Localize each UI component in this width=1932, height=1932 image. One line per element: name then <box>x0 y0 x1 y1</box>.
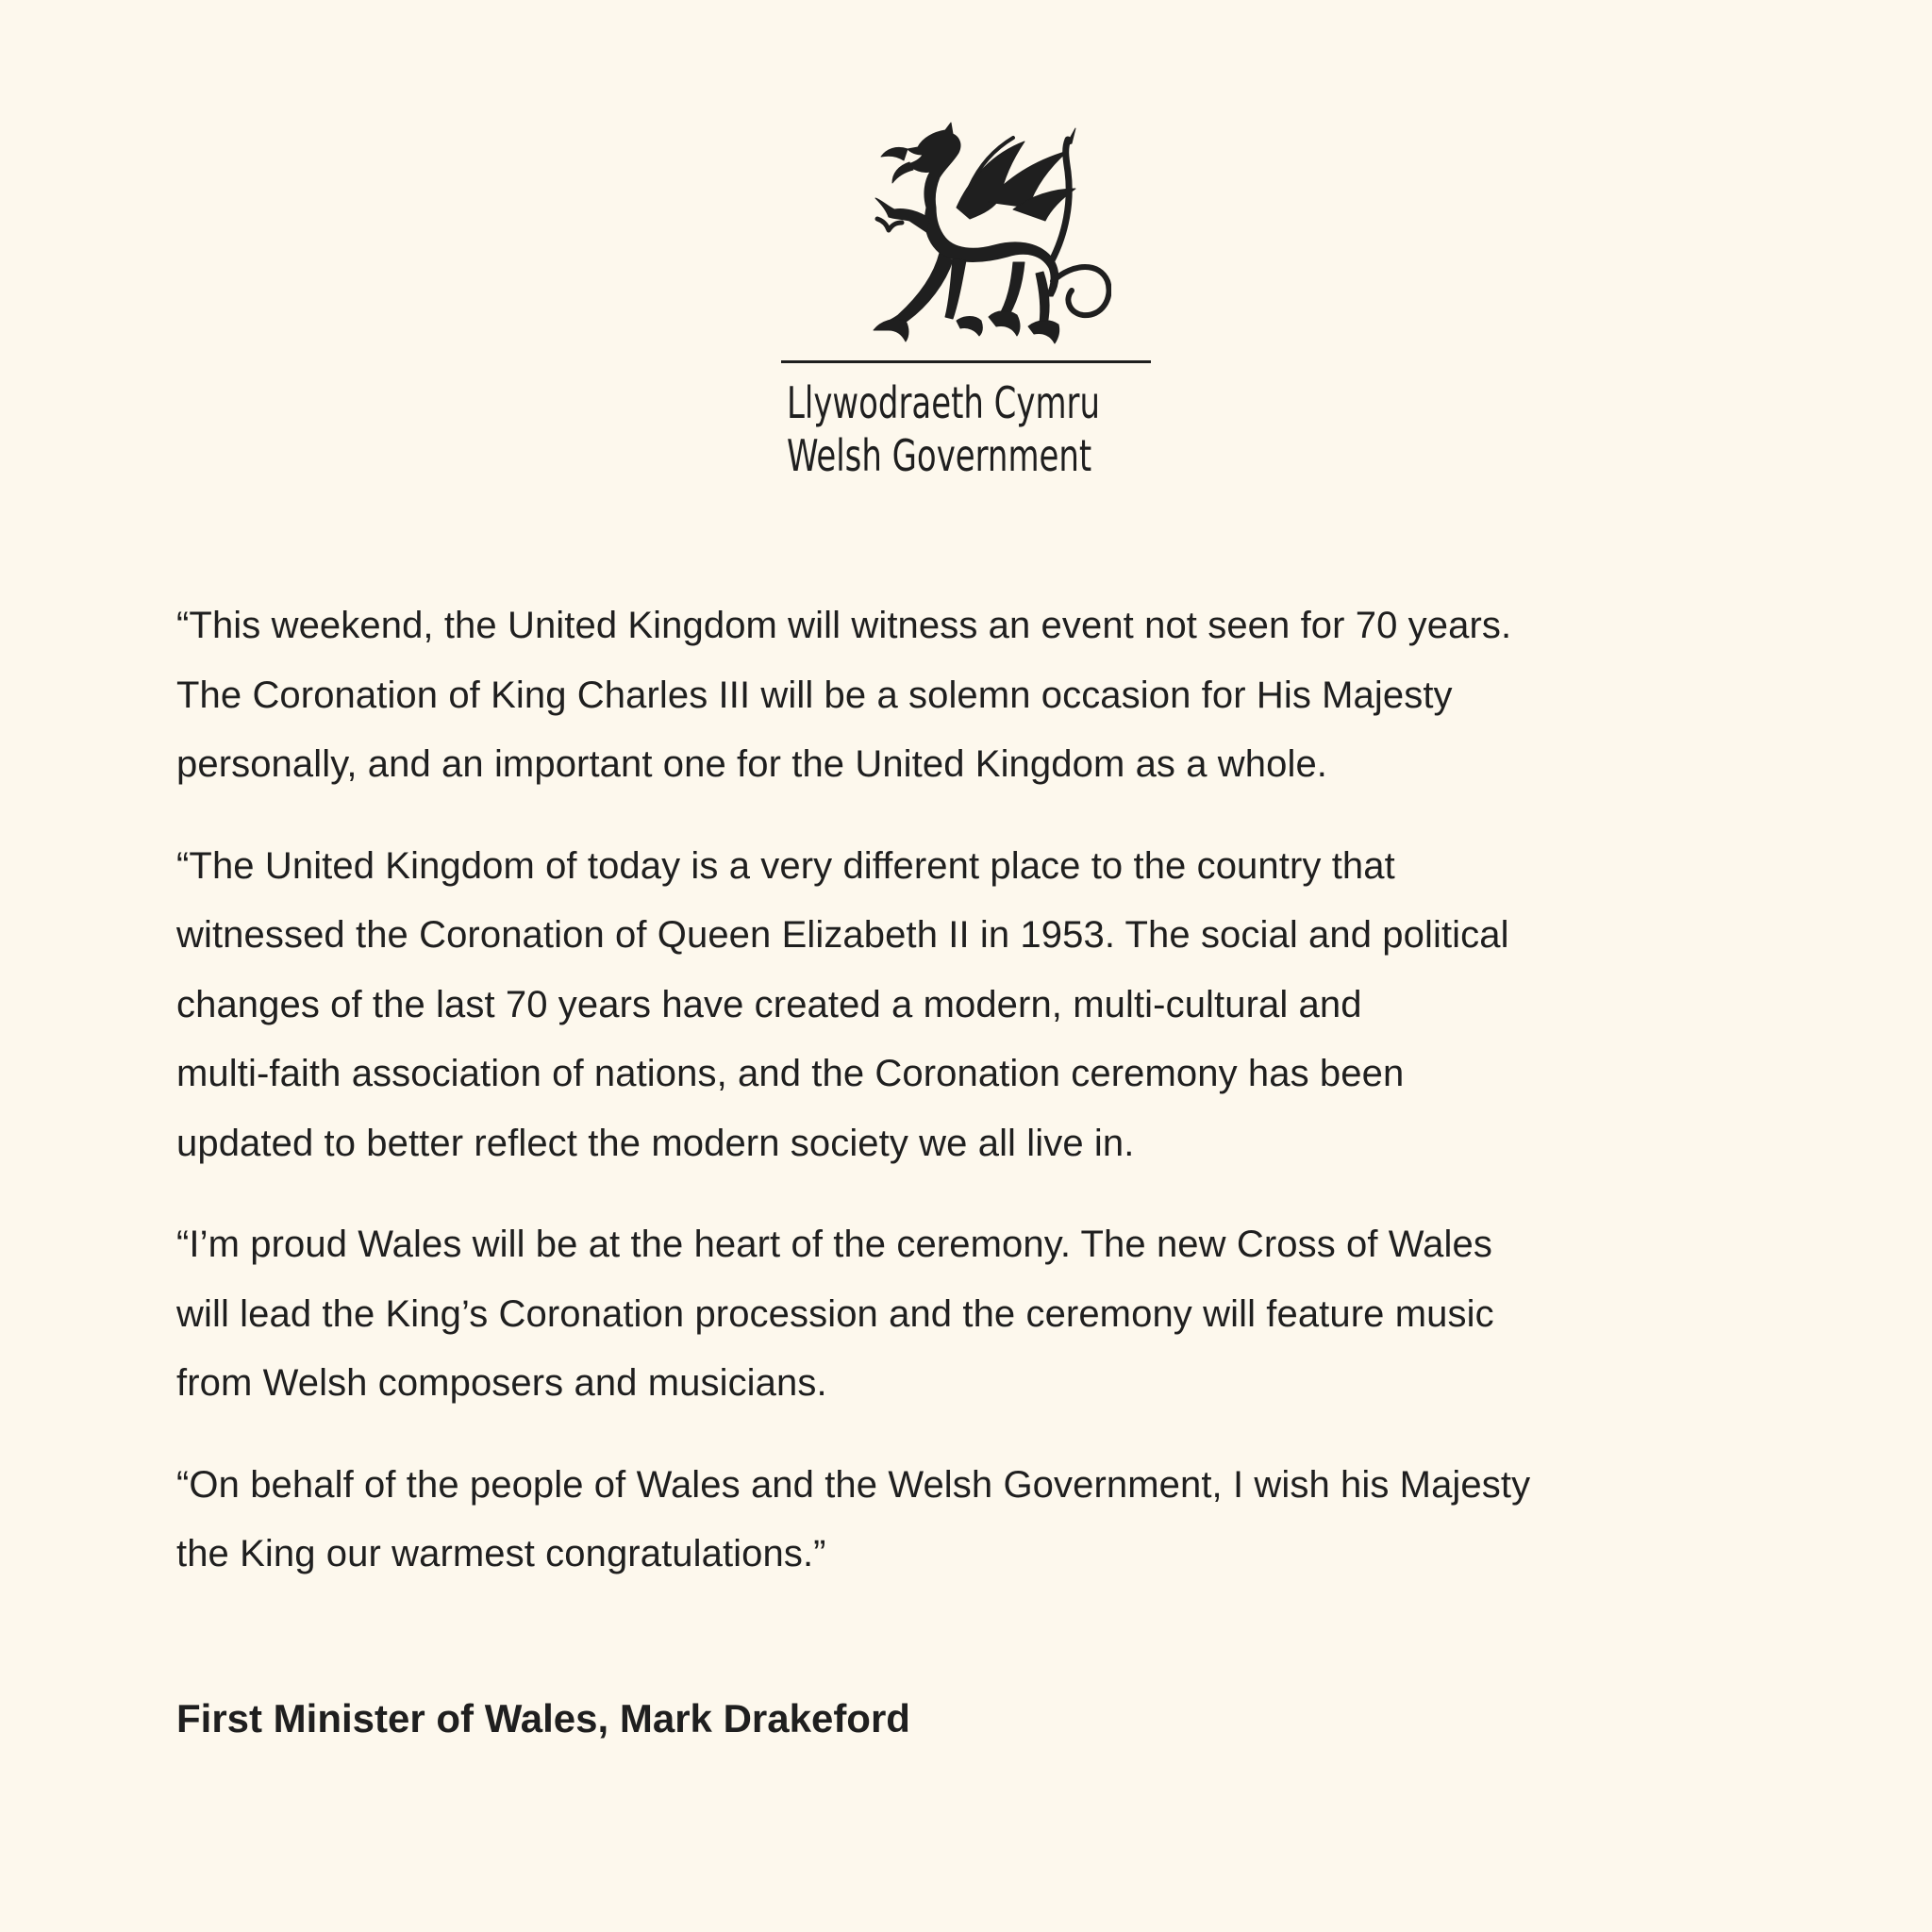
paragraph-line: changes of the last 70 years have created a modern, multi-cultural and <box>176 983 1362 1025</box>
paragraph-line: the King our warmest congratulations.” <box>176 1533 826 1574</box>
paragraph-line: “On behalf of the people of Wales and the Welsh Government, I wish his Majesty <box>176 1463 1531 1506</box>
paragraph-4 <box>176 1451 1780 1590</box>
paragraph-line: personally, and an important one for the United Kingdom as a whole. <box>176 743 1328 785</box>
paragraph-3 <box>176 1210 1780 1419</box>
paragraph-2 <box>176 832 1780 1179</box>
logo-text-welsh: Llywodraeth Cymru <box>787 377 1100 428</box>
paragraph-line: The Coronation of King Charles III will be a solemn occasion for His Majesty <box>176 674 1453 716</box>
paragraph-line: “I’m proud Wales will be at the heart of the ceremony. The new Cross of Wales <box>176 1224 1492 1265</box>
logo-text-english: Welsh Government <box>787 430 1092 481</box>
paragraph-line: “The United Kingdom of today is a very different place to the country that <box>176 844 1395 887</box>
signature: First Minister of Wales, Mark Drakeford <box>176 1696 910 1740</box>
paragraph-line: updated to better reflect the modern society we all live in. <box>176 1122 1135 1164</box>
paragraph-line: witnessed the Coronation of Queen Elizabeth II in 1953. The social and political <box>176 914 1509 956</box>
paragraph-line: will lead the King’s Coronation procession and the ceremony will feature music <box>176 1292 1494 1335</box>
dragon-icon <box>828 121 1111 345</box>
paragraph-line: from Welsh composers and musicians. <box>176 1362 827 1404</box>
logo-divider <box>781 360 1151 363</box>
paragraph-1 <box>176 591 1780 800</box>
statement-body <box>176 591 1780 1622</box>
paragraph-line: multi-faith association of nations, and the Coronation ceremony has been <box>176 1053 1405 1094</box>
paragraph-line: “This weekend, the United Kingdom will witness an event not seen for 70 years. <box>176 605 1512 646</box>
